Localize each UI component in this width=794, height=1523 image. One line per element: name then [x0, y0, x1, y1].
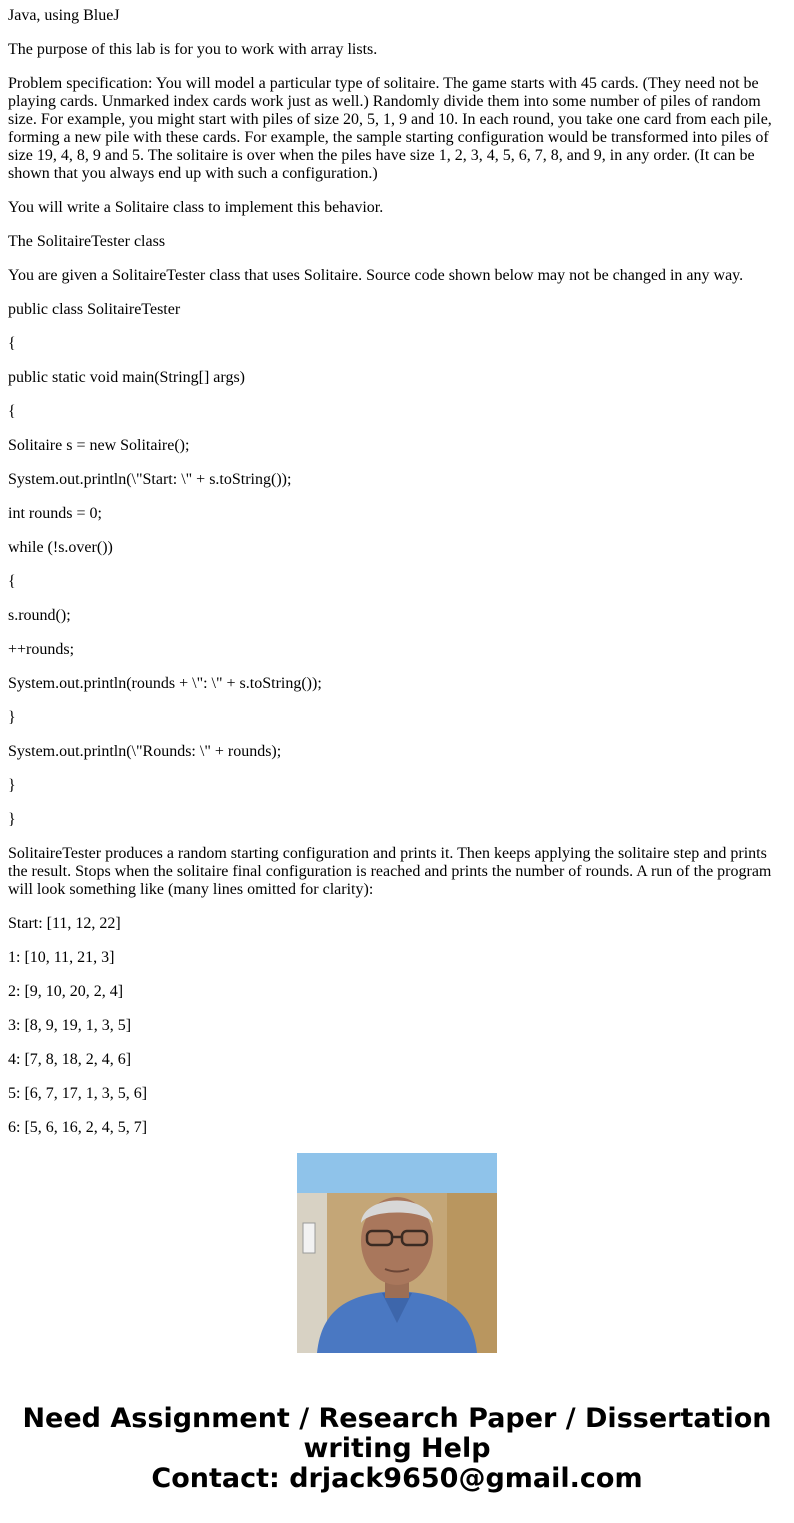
code-line: public class SolitaireTester — [8, 301, 181, 318]
section-heading: The SolitaireTester class — [8, 233, 166, 250]
tester-intro-paragraph: You are given a SolitaireTester class that uses Solitaire. Source code shown below may not be changed in any way. — [8, 267, 744, 284]
title-line: Java, using BlueJ — [8, 7, 120, 24]
code-line: System.out.println(rounds + \": \" + s.toString()); — [8, 675, 322, 692]
code-line: { — [8, 335, 16, 352]
problem-specification-paragraph: Problem specification: You will model a particular type of solitaire. The game starts with 45 cards. (They need not be playing cards. Unmarked index cards work just as well.) Randomly divide them into some number of piles of random size. For example, you might start with piles of size 20, 5, 1, 9 and 10. In each round, you take one card from each pile, forming a new pile with these cards. For example, the sample starting configuration would be transformed into piles of size 19, 4, 8, 9 and 5. The solitaire is over when the piles have size 1, 2, 3, 4, 5, 6, 7, 8, and 9, in any order. (It can be shown that you always end up with such a configuration.) — [8, 75, 772, 182]
avatar-photo — [297, 1153, 497, 1353]
author-avatar — [297, 1153, 497, 1353]
code-line: { — [8, 403, 16, 420]
code-line: int rounds = 0; — [8, 505, 102, 522]
document-body — [8, 7, 784, 1136]
explanation-paragraph: SolitaireTester produces a random starting configuration and prints it. Then keeps applying the solitaire step and prints the result. Stops when the solitaire final configuration is reached and prints the number of rounds. A run of the program will look something like (many lines omitted for clarity): — [8, 845, 772, 898]
output-line: 3: [8, 9, 19, 1, 3, 5] — [8, 1017, 132, 1034]
purpose-paragraph: The purpose of this lab is for you to work with array lists. — [8, 41, 378, 58]
promo-contact-line: Contact: drjack9650@gmail.com — [151, 1463, 643, 1494]
promo-banner — [0, 1404, 794, 1494]
code-line: ++rounds; — [8, 641, 75, 658]
promo-line: Need Assignment / Research Paper / Dissertation — [22, 1403, 772, 1434]
code-line: while (!s.over()) — [8, 539, 113, 556]
output-line: Start: [11, 12, 22] — [8, 915, 121, 932]
code-line: } — [8, 811, 16, 828]
code-line: Solitaire s = new Solitaire(); — [8, 437, 190, 454]
task-paragraph: You will write a Solitaire class to implement this behavior. — [8, 199, 384, 216]
code-line: System.out.println(\"Rounds: \" + rounds); — [8, 743, 282, 760]
code-line: } — [8, 777, 16, 794]
code-line: System.out.println(\"Start: \" + s.toString()); — [8, 471, 292, 488]
promo-line: writing Help — [303, 1433, 491, 1464]
output-line: 1: [10, 11, 21, 3] — [8, 949, 115, 966]
output-line: 5: [6, 7, 17, 1, 3, 5, 6] — [8, 1085, 148, 1102]
output-line-truncated: 6: [5, 6, 16, 2, 4, 5, 7] — [8, 1119, 148, 1136]
code-line: s.round(); — [8, 607, 71, 624]
code-line: } — [8, 709, 16, 726]
code-line: { — [8, 573, 16, 590]
code-line: public static void main(String[] args) — [8, 369, 245, 386]
output-line: 4: [7, 8, 18, 2, 4, 6] — [8, 1051, 132, 1068]
output-line: 2: [9, 10, 20, 2, 4] — [8, 983, 124, 1000]
